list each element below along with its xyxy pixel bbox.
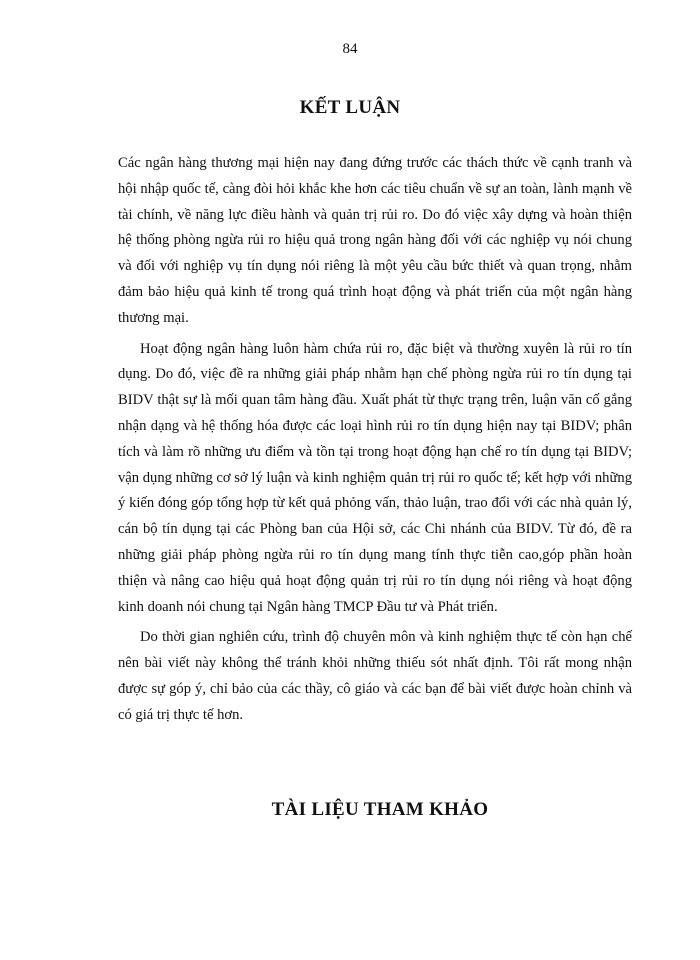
- references-heading: TÀI LIỆU THAM KHẢO: [271, 799, 489, 820]
- conclusion-paragraph-2: Hoạt động ngân hàng luôn hàm chứa rủi ro, đặc biệt và thường xuyên là rủi ro tín dụng. Do đó, việc đề ra những giải pháp nhằm hạn chế phòng ngừa rủi ro tín dụng tại BIDV thật sự là mối quan tâm hàng đầu. Xuất phát từ thực trạng trên, luận văn cố gắng nhận dạng và hệ thống hóa được các loại hình rủi ro tín dụng hiện nay tại BIDV; phân tích và làm rõ những ưu điểm và tồn tại trong hoạt động hạn chế ro tín dụng tại BIDV; vận dụng những cơ sở lý luận và kinh nghiệm quản trị rủi ro quốc tế; kết hợp với những ý kiến đóng góp tổng hợp từ kết quả phỏng vấn, thảo luận, trao đổi với các nhà quản lý, cán bộ tín dụng tại các Phòng ban của Hội sở, các Chi nhánh của BIDV. Từ đó, đề ra những giải pháp phòng ngừa rủi ro tín dụng mang tính thực tiễn cao,góp phần hoàn thiện và nâng cao hiệu quả hoạt động quản trị rủi ro tín dụng nói riêng và hoạt động kinh doanh nói chung tại Ngân hàng TMCP Đầu tư và Phát triển.: [118, 340, 632, 615]
- conclusion-body: [118, 151, 632, 734]
- conclusion-heading: KẾT LUẬN: [299, 97, 401, 118]
- conclusion-paragraph-3: Do thời gian nghiên cứu, trình độ chuyên môn và kinh nghiệm thực tế còn hạn chế nên bài viết này không thể tránh khỏi những thiếu sót nhất định. Tôi rất mong nhận được sự góp ý, chỉ bảo của các thầy, cô giáo và các bạn để bài viết được hoàn chỉnh và có giá trị thực tế hơn.: [118, 629, 632, 723]
- page-number: 84: [342, 41, 358, 57]
- conclusion-paragraph-1: Các ngân hàng thương mại hiện nay đang đứng trước các thách thức về cạnh tranh và hội nhập quốc tế, càng đòi hỏi khắc khe hơn các tiêu chuẩn về sự an toàn, lành mạnh về tài chính, về năng lực điều hành và quản trị rủi ro. Do đó việc xây dựng và hoàn thiện hệ thống phòng ngừa rủi ro hiệu quả trong ngân hàng đối với các nghiệp vụ nói chung và đối với nghiệp vụ tín dụng nói riêng là một yêu cầu bức thiết và quan trọng, nhằm đảm bảo hiệu quả kinh tế trong quá trình hoạt động và phát triển của một ngân hàng thương mại.: [118, 155, 632, 326]
